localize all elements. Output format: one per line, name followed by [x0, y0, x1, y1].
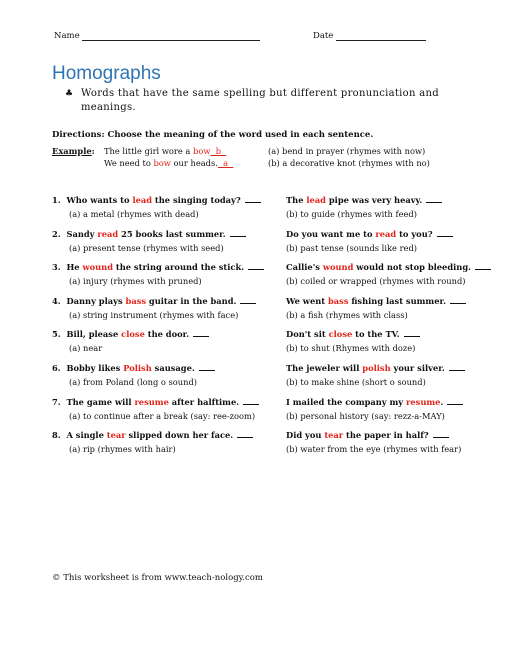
question-left	[52, 194, 261, 205]
homograph-word: lead	[132, 195, 153, 205]
option-b: (b) to make shine (short o sound)	[286, 377, 426, 387]
homograph-word: bass	[125, 296, 147, 306]
question-number: 4.	[52, 296, 61, 306]
page-title: Homographs	[52, 63, 161, 84]
sentence-post: would not stop bleeding.	[353, 262, 472, 272]
definition-text: Words that have the same spelling but different pronunciation and meanings.	[81, 88, 439, 113]
option-b: (b) past tense (sounds like red)	[286, 243, 417, 253]
sentence-post: the paper in half?	[343, 430, 429, 440]
example-s2-pre: We need to	[104, 158, 154, 168]
homograph-word: close	[328, 329, 353, 339]
sentence-pre: Callie's	[286, 262, 323, 272]
sentence-post: your silver.	[390, 363, 445, 373]
sentence-post: to you?	[396, 229, 433, 239]
date-line[interactable]	[336, 31, 426, 41]
sentence-pre: We went	[286, 296, 328, 306]
answer-blank[interactable]	[437, 228, 453, 237]
sentence-post: the singing today?	[152, 195, 241, 205]
sentence-post: .	[440, 397, 444, 407]
directions: Directions: Choose the meaning of the word used in each sentence.	[52, 130, 374, 140]
question-right	[286, 261, 491, 272]
name-field	[54, 31, 260, 41]
name-line[interactable]	[82, 31, 260, 41]
question-number: 1.	[52, 195, 61, 205]
question-left	[52, 396, 259, 407]
homograph-word: wound	[82, 262, 114, 272]
question-left	[52, 328, 209, 339]
question-number: 6.	[52, 363, 61, 373]
example-s1-pre: The little girl wore a	[104, 146, 194, 156]
option-a: (a) to continue after a break (say: ree-zoom)	[69, 411, 256, 421]
question-right	[286, 362, 465, 373]
sentence-post: the string around the stick.	[113, 262, 245, 272]
question-left	[52, 362, 215, 373]
question-number: 8.	[52, 430, 61, 440]
sentence-pre: He	[66, 262, 83, 272]
example-s2-answer: a	[217, 158, 234, 168]
option-a: (a) rip (rhymes with hair)	[69, 444, 176, 454]
question-left	[52, 429, 253, 440]
example-s2-post: our heads.	[170, 158, 218, 168]
question-left	[52, 261, 264, 272]
sentence-pre: A single	[66, 430, 107, 440]
answer-blank[interactable]	[199, 362, 215, 371]
sentence-post: after halftime.	[168, 397, 240, 407]
option-a: (a) a metal (rhymes with dead)	[69, 209, 199, 219]
option-b: (b) personal history (say: rezz-a-MAY)	[286, 411, 445, 421]
definition-bullet	[65, 87, 481, 115]
sentence-pre: The game will	[66, 397, 135, 407]
question-number: 7.	[52, 397, 61, 407]
homograph-word: resume	[406, 397, 441, 407]
answer-blank[interactable]	[230, 228, 246, 237]
homograph-word: lead	[306, 195, 326, 205]
homograph-word: close	[121, 329, 145, 339]
example-option-a: (a) bend in prayer (rhymes with now)	[268, 146, 426, 156]
answer-blank[interactable]	[450, 295, 466, 304]
answer-blank[interactable]	[433, 429, 449, 438]
homograph-word: read	[97, 229, 119, 239]
sentence-pre: I mailed the company my	[286, 397, 407, 407]
homograph-word: polish	[362, 363, 391, 373]
sentence-post: guitar in the band.	[146, 296, 237, 306]
question-right	[286, 429, 449, 440]
question-number: 5.	[52, 329, 61, 339]
question-right	[286, 295, 466, 306]
sentence-post: fishing last summer.	[348, 296, 446, 306]
sentence-pre: The jeweler will	[286, 363, 363, 373]
homograph-word: Polish	[123, 363, 152, 373]
example-sentence-2	[104, 158, 233, 168]
sentence-pre: Sandy	[66, 229, 98, 239]
sentence-pre: Who wants to	[66, 195, 133, 205]
sentence-pre: Bill, please	[66, 329, 122, 339]
option-b: (b) to guide (rhymes with feed)	[286, 209, 417, 219]
homograph-word: tear	[106, 430, 126, 440]
example-s1-word: bow	[193, 146, 211, 156]
answer-blank[interactable]	[245, 194, 261, 203]
answer-blank[interactable]	[243, 396, 259, 405]
answer-blank[interactable]	[193, 328, 209, 337]
footer-copyright: © This worksheet is from www.teach-nology.com	[52, 573, 263, 583]
option-b: (b) water from the eye (rhymes with fear)	[286, 444, 462, 454]
example-s2-word: bow	[153, 158, 171, 168]
example-s1-answer: b	[210, 146, 227, 156]
homograph-word: wound	[322, 262, 354, 272]
question-right	[286, 396, 463, 407]
homograph-word: read	[375, 229, 397, 239]
sentence-pre: Don't sit	[286, 329, 329, 339]
answer-blank[interactable]	[447, 396, 463, 405]
sentence-pre: Do you want me to	[286, 229, 376, 239]
option-a: (a) from Poland (long o sound)	[69, 377, 198, 387]
example-sentence-1	[104, 146, 226, 156]
sentence-post: the door.	[144, 329, 190, 339]
homograph-word: resume	[134, 397, 169, 407]
date-label: Date	[313, 31, 334, 41]
example-block: Example:	[52, 146, 95, 156]
option-b: (b) coiled or wrapped (rhymes with round)	[286, 276, 466, 286]
sentence-post: to the TV.	[352, 329, 400, 339]
answer-blank[interactable]	[475, 261, 491, 270]
sentence-post: 25 books last summer.	[118, 229, 226, 239]
question-number: 3.	[52, 262, 61, 272]
name-label: Name	[54, 31, 80, 41]
sentence-post: slipped down her face.	[125, 430, 234, 440]
date-field	[313, 31, 426, 41]
sentence-pre: Did you	[286, 430, 325, 440]
answer-blank[interactable]	[240, 295, 256, 304]
question-right	[286, 228, 453, 239]
question-number: 2.	[52, 229, 61, 239]
homograph-word: tear	[324, 430, 344, 440]
sentence-pre: The	[286, 195, 307, 205]
example-option-b: (b) a decorative knot (rhymes with no)	[268, 158, 430, 168]
option-a: (a) near	[69, 343, 103, 353]
question-right	[286, 328, 420, 339]
answer-blank[interactable]	[426, 194, 442, 203]
example-label: Example	[52, 146, 92, 156]
option-b: (b) a fish (rhymes with class)	[286, 310, 408, 320]
club-bullet-icon: ♣	[65, 89, 74, 99]
homograph-word: bass	[327, 296, 349, 306]
answer-blank[interactable]	[449, 362, 465, 371]
question-left	[52, 295, 256, 306]
sentence-pre: Danny plays	[66, 296, 126, 306]
answer-blank[interactable]	[237, 429, 253, 438]
question-left	[52, 228, 246, 239]
answer-blank[interactable]	[404, 328, 420, 337]
answer-blank[interactable]	[248, 261, 264, 270]
sentence-pre: Bobby likes	[66, 363, 124, 373]
option-a: (a) injury (rhymes with pruned)	[69, 276, 202, 286]
question-right	[286, 194, 442, 205]
sentence-post: pipe was very heavy.	[325, 195, 423, 205]
option-a: (a) string instrument (rhymes with face)	[69, 310, 239, 320]
option-b: (b) to shut (Rhymes with doze)	[286, 343, 416, 353]
option-a: (a) present tense (rhymes with seed)	[69, 243, 224, 253]
sentence-post: sausage.	[151, 363, 195, 373]
